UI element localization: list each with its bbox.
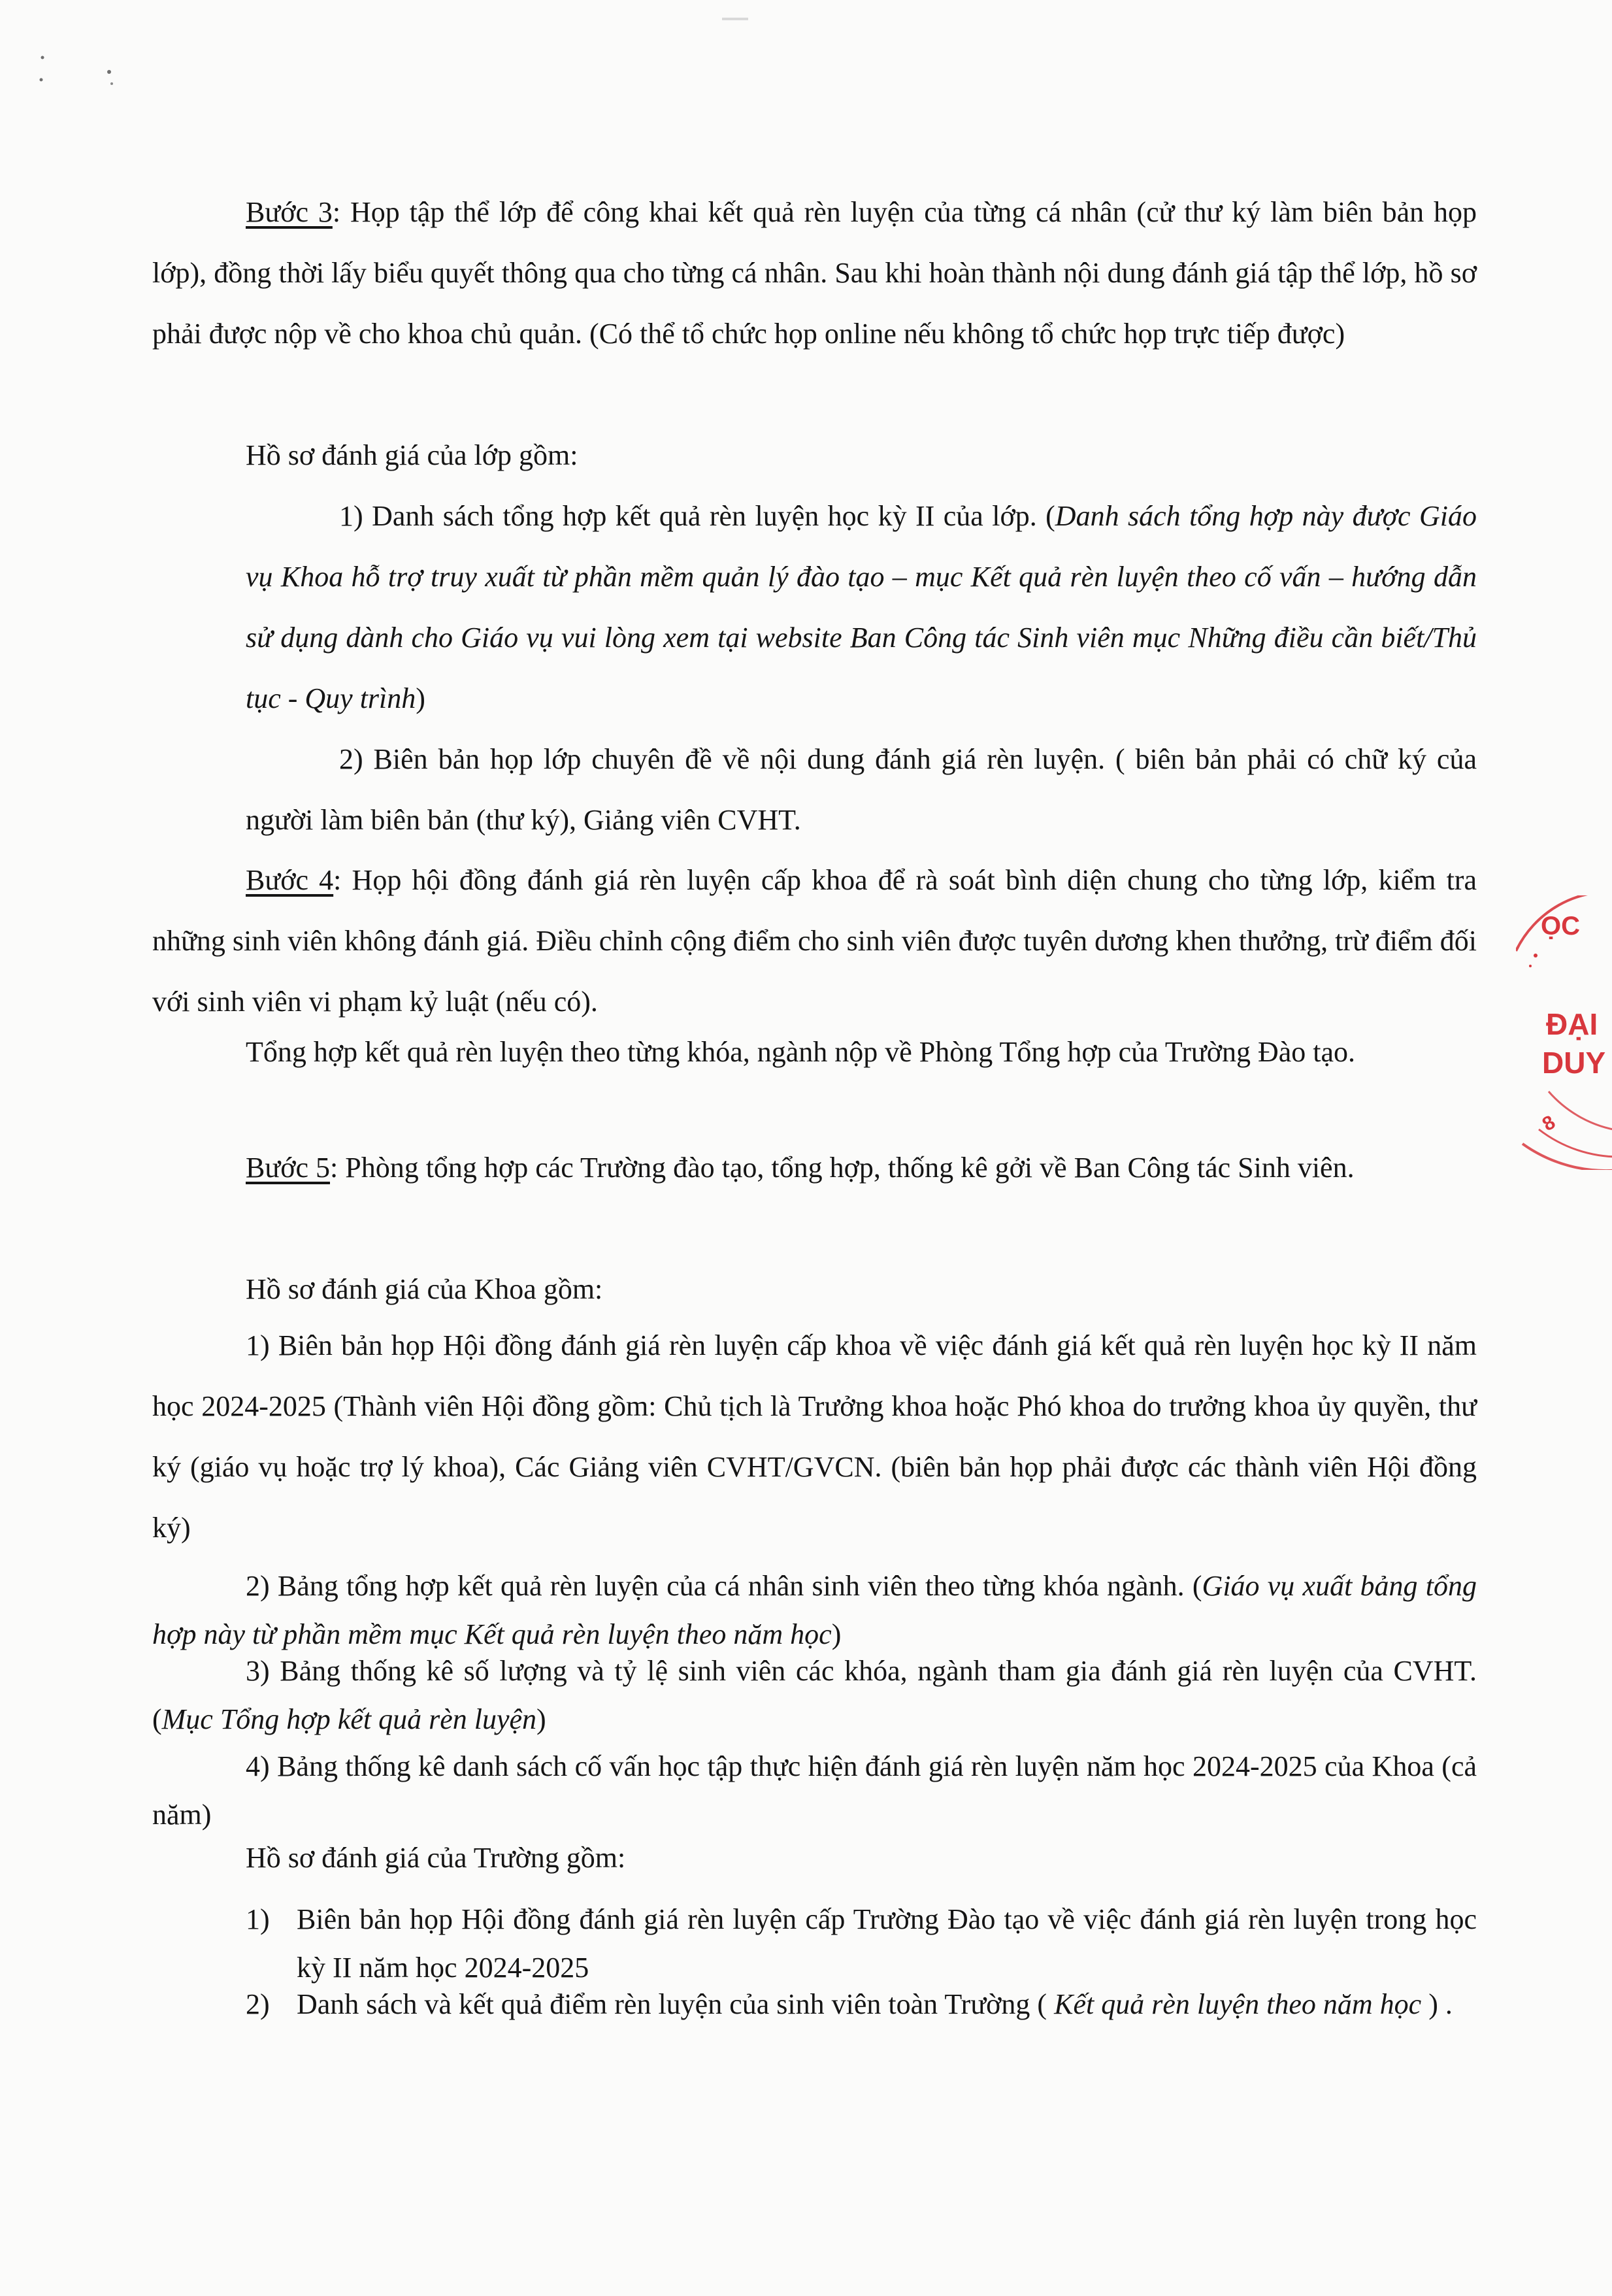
stamp-text-1: ỌC	[1541, 912, 1580, 940]
stamp-text-4: 8	[1538, 1111, 1559, 1136]
school-item1-number: 1)	[246, 1903, 270, 1935]
faculty-item3-note: Mục Tổng hợp kết quả rèn luyện	[161, 1703, 537, 1735]
school-item2-note: Kết quả rèn luyện theo năm học	[1054, 1988, 1422, 2020]
step4-paragraph	[152, 850, 1477, 1032]
faculty-item3-close: )	[536, 1703, 546, 1735]
school-item2-close: ) .	[1421, 1988, 1453, 2020]
faculty-item2-text: 2) Bảng tổng hợp kết quả rèn luyện của cá nhân sinh viên theo từng khóa ngành. (	[246, 1570, 1202, 1602]
step3-label: Bước 3	[246, 196, 333, 228]
faculty-item2-close: )	[831, 1618, 842, 1650]
step4-text: : Họp hội đồng đánh giá rèn luyện cấp khoa để rà soát bình diện chung cho từng lớp, kiểm tra những sinh viên không đánh giá. Điều chỉnh cộng điểm cho sinh viên được tuyên dương khen thưởng, trừ điểm đối với sinh viên vi phạm kỷ luật (nếu có).	[152, 864, 1477, 1018]
stamp-text-3: DUY	[1542, 1046, 1606, 1080]
faculty-dossier-heading: Hồ sơ đánh giá của Khoa gồm:	[246, 1273, 603, 1305]
step4-summary: Tổng hợp kết quả rèn luyện theo từng khóa, ngành nộp về Phòng Tổng hợp của Trường Đào tạo.	[246, 1036, 1356, 1068]
school-item1-text: Biên bản họp Hội đồng đánh giá rèn luyện cấp Trường Đào tạo về việc đánh giá rèn luyện trong học kỳ II năm học 2024-2025	[297, 1903, 1477, 1984]
step5-label: Bước 5	[246, 1152, 330, 1184]
stamp-text-2: ĐẠI	[1546, 1007, 1598, 1041]
class-item1-note: Danh sách tổng hợp này được Giáo vụ Khoa hỗ trợ truy xuất từ phần mềm quản lý đào tạo – mục Kết quả rèn luyện theo cố vấn – hướng dẫn sử dụng dành cho Giáo vụ vui lòng xem tại website Ban Công tác Sinh viên mục Những điều cần biết/Thủ tục - Quy trình	[246, 500, 1477, 714]
step4-label: Bước 4	[246, 864, 334, 896]
class-item1-text: 1) Danh sách tổng hợp kết quả rèn luyện học kỳ II của lớp. (	[339, 500, 1055, 532]
class-dossier-heading: Hồ sơ đánh giá của lớp gồm:	[246, 439, 578, 471]
step3-paragraph	[152, 182, 1477, 364]
faculty-dossier-item-1: 1) Biên bản họp Hội đồng đánh giá rèn luyện cấp khoa về việc đánh giá kết quả rèn luyện học kỳ II năm học 2024-2025 (Thành viên Hội đồng gồm: Chủ tịch là Trưởng khoa hoặc Phó khoa do trưởng khoa ủy quyền, thư ký (giáo vụ hoặc trợ lý khoa), Các Giảng viên CVHT/GVCN. (biên bản họp phải được các thành viên Hội đồng ký)	[152, 1329, 1477, 1544]
scan-mark	[722, 13, 748, 18]
official-seal-stamp	[1516, 895, 1612, 1170]
step5-text: : Phòng tổng hợp các Trường đào tạo, tổng hợp, thống kê gởi về Ban Công tác Sinh viên.	[330, 1152, 1355, 1184]
step5-paragraph	[152, 1137, 1477, 1198]
school-item2-number: 2)	[246, 1988, 270, 2020]
class-dossier-item-2: 2) Biên bản họp lớp chuyên đề về nội dung đánh giá rèn luyện. ( biên bản phải có chữ ký của người làm biên bản (thư ký), Giảng viên CVHT.	[246, 743, 1477, 836]
faculty-item3-text: 3) Bảng thống kê số lượng và tỷ lệ sinh viên các khóa, ngành tham gia đánh giá rèn luyện của CVHT. (	[152, 1655, 1477, 1735]
class-dossier-item-1	[246, 486, 1477, 729]
school-dossier-heading: Hồ sơ đánh giá của Trường gồm:	[246, 1842, 626, 1874]
step3-text: : Họp tập thể lớp để công khai kết quả rèn luyện của từng cá nhân (cử thư ký làm biên bản họp lớp), đồng thời lấy biểu quyết thông qua cho từng cá nhân. Sau khi hoàn thành nội dung đánh giá tập thể lớp, hồ sơ phải được nộp về cho khoa chủ quản. (Có thể tổ chức họp online nếu không tổ chức họp trực tiếp được)	[152, 196, 1477, 350]
faculty-item2-note: Giáo vụ xuất bảng tổng hợp này từ phần mềm mục Kết quả rèn luyện theo năm học	[152, 1570, 1477, 1650]
class-item1-close: )	[416, 682, 425, 714]
scan-specks	[36, 46, 127, 98]
faculty-dossier-item-3	[152, 1647, 1477, 1744]
school-dossier-item-1	[246, 1895, 1477, 1992]
faculty-dossier-item-4: 4) Bảng thống kê danh sách cố vấn học tập thực hiện đánh giá rèn luyện năm học 2024-2025 của Khoa (cả năm)	[152, 1750, 1477, 1831]
school-dossier-item-2	[246, 1980, 1477, 2029]
faculty-dossier-item-2	[152, 1562, 1477, 1659]
school-item2-text: Danh sách và kết quả điểm rèn luyện của sinh viên toàn Trường (	[297, 1988, 1055, 2020]
school-item2-body	[246, 1980, 1477, 2029]
